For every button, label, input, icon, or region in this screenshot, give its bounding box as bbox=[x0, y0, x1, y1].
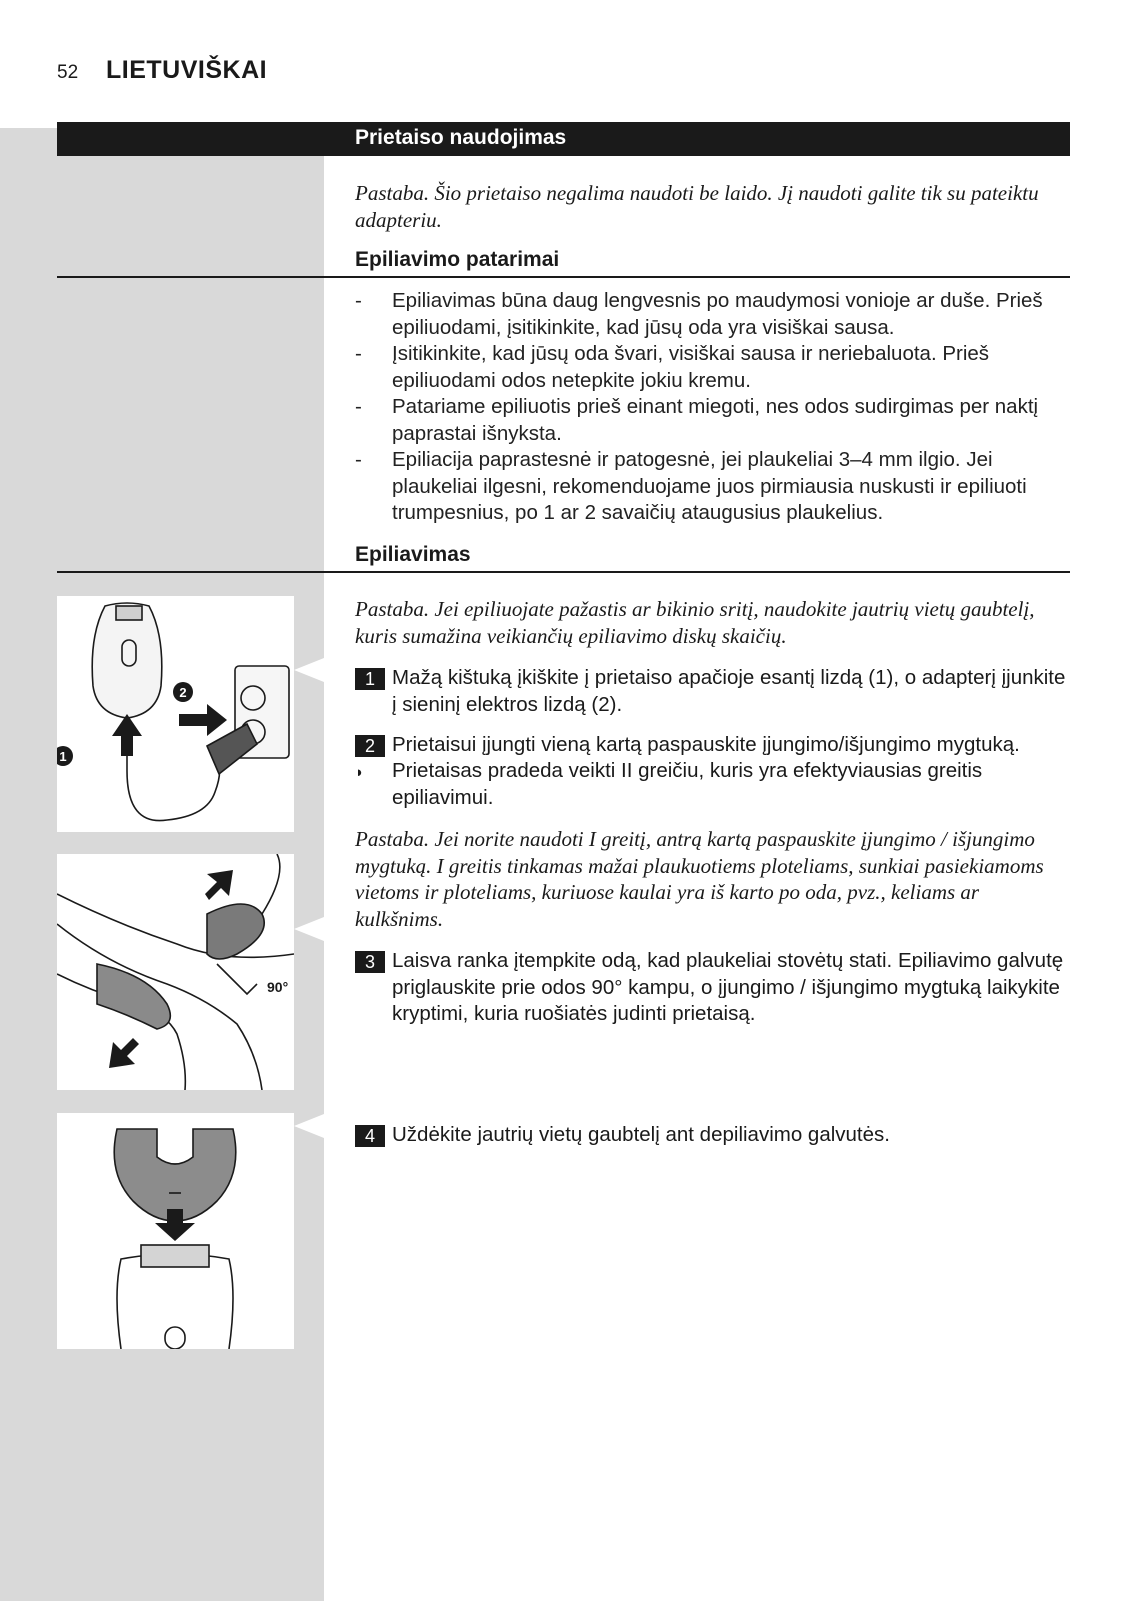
tips-list bbox=[355, 288, 1070, 527]
tips-heading: Epiliavimo patarimai bbox=[355, 248, 560, 271]
illustration-plug-adapter bbox=[57, 596, 294, 832]
note-sensitive: Pastaba. Jei epiliuojate pažastis ar bikinio sritį, naudokite jautrių vietų gaubtelį, kuris sumažina veikiančių epiliavimo diskų skaičių. bbox=[355, 597, 1035, 648]
tips-rule bbox=[57, 276, 1070, 278]
step-1 bbox=[355, 665, 1070, 718]
step-text: Mažą kištuką įkiškite į prietaiso apačioje esantį lizdą (1), o adapterį įjunkite į sieninį elektros lizdą (2). bbox=[392, 666, 1066, 716]
epilation-heading: Epiliavimas bbox=[355, 543, 471, 566]
note-cord: Pastaba. Šio prietaiso negalima naudoti be laido. Jį naudoti galite tik su pateiktu adapteriu. bbox=[355, 181, 1039, 232]
callout-2: 2 bbox=[179, 685, 187, 700]
step-number: 4 bbox=[355, 1125, 385, 1147]
result-bullet-icon: ◗ bbox=[355, 764, 365, 781]
result-text: Prietaisas pradeda veikti II greičiu, kuris yra efektyviausias greitis epiliavimui. bbox=[392, 759, 983, 809]
language-heading: LIETUVIŠKAI bbox=[106, 56, 268, 84]
figure-pointer bbox=[294, 917, 324, 941]
angle-label: 90° bbox=[267, 979, 289, 995]
step-4 bbox=[355, 1122, 1070, 1149]
page-number: 52 bbox=[57, 62, 79, 83]
tip-item: - Epiliavimas būna daug lengvesnis po maudymosi vonioje ar duše. Prieš epiliuodami, įsitikinkite, kad jūsų oda yra visiškai sausa. bbox=[355, 288, 1070, 341]
step-number: 3 bbox=[355, 951, 385, 973]
callout-1: 1 bbox=[59, 749, 67, 764]
epilation-rule bbox=[57, 571, 1070, 573]
illustration-cap bbox=[57, 1113, 294, 1349]
step-number: 2 bbox=[355, 735, 385, 757]
step-2-result bbox=[355, 758, 1070, 811]
step-text: Uždėkite jautrių vietų gaubtelį ant depiliavimo galvutės. bbox=[392, 1123, 890, 1146]
plug-adapter-drawing bbox=[57, 596, 294, 832]
tip-item: - Įsitikinkite, kad jūsų oda švari, visiškai sausa ir neriebaluota. Prieš epiliuodami odos netepkite jokiu kremu. bbox=[355, 341, 1070, 394]
step-text: Prietaisui įjungti vieną kartą paspauskite įjungimo/išjungimo mygtuką. bbox=[392, 733, 1020, 756]
cap-drawing bbox=[57, 1113, 294, 1349]
step-number: 1 bbox=[355, 668, 385, 690]
tip-item: - Epiliacija paprastesnė ir patogesnė, jei plaukeliai 3–4 mm ilgio. Jei plaukeliai ilgesni, rekomenduojame juos pirmiausia nuskusti ir epiliuoti trumpesnius, po 1 ar 2 savaičių ataugusius plaukelius. bbox=[355, 447, 1070, 527]
figure-pointer bbox=[294, 1114, 324, 1138]
tip-item: - Patariame epiliuotis prieš einant miegoti, nes odos sudirgimas per naktį paprastai išnyksta. bbox=[355, 394, 1070, 447]
step-3 bbox=[355, 948, 1070, 1028]
section-title: Prietaiso naudojimas bbox=[355, 126, 567, 149]
step-2 bbox=[355, 732, 1070, 759]
step-text: Laisva ranka įtempkite odą, kad plaukeliai stovėtų stati. Epiliavimo galvutę priglauskite prie odos 90° kampu, o įjungimo / išjungimo mygtuką laikykite kryptimi, kuria ruošiatės judinti prietaisą. bbox=[392, 949, 1064, 1025]
figure-pointer bbox=[294, 658, 324, 682]
leg-drawing bbox=[57, 854, 294, 1090]
note-speed: Pastaba. Jei norite naudoti I greitį, antrą kartą paspauskite įjungimo / išjungimo mygtuką. I greitis tinkamas mažai plaukuotiems ploteliams, sunkiai pasiekiamoms vietoms ir ploteliams, kuriuose kaulai yra iš karto po oda, pvz., keliams ar kulkšnims. bbox=[355, 827, 1044, 931]
illustration-leg-90-degrees bbox=[57, 854, 294, 1090]
